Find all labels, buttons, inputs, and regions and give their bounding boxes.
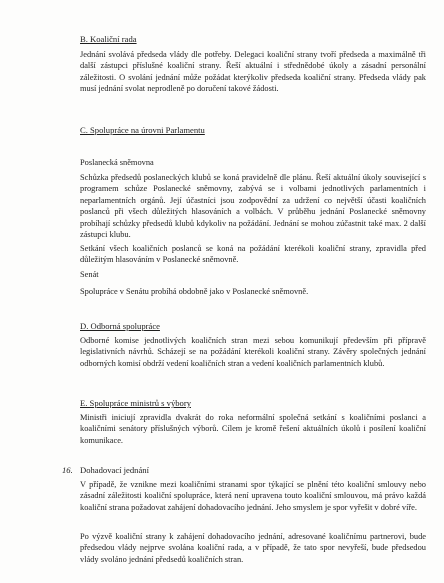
section-16-paragraph-2: Po výzvě koaliční strany k zahájení dohadovacího jednání, adresované koaličnímu partnerovi, bude předsedou vlády nejprve svolána koaliční rada, a v případě, že tato spor nevyřeší, bude předsedou vlády svoláno jednání předsedů koaličních stran. xyxy=(80,532,426,564)
section-16-heading: Dohadovací jednání xyxy=(80,465,149,475)
section-d-paragraph: Odborné komise jednotlivých koaličních stran mezi sebou komunikují především při přípravě legislativních návrhů. Scházejí se na požádání kterékoli koaliční strany. Závěry společných jednání odborných komisí obdrží vedení koaličních stran a vedení koaličních parlamentních klubů. xyxy=(80,336,426,368)
section-c-paragraph-2: Setkání všech koaličních poslanců se koná na požádání kterékoli koaliční strany, zpravidla před důležitým hlasováním v Poslanecké sněmovně. xyxy=(80,244,426,265)
section-c-paragraph-3: Spolupráce v Senátu probíhá obdobně jako v Poslanecké sněmovně. xyxy=(80,287,309,296)
poslanecka-snemovna-heading: Poslanecká sněmovna xyxy=(80,158,154,167)
section-c-paragraph-1: Schůzka předsedů poslaneckých klubů se koná pravidelně dle plánu. Řeší aktuální úkoly související s programem schůze Poslanecké sněmovny, zabývá se i volbami jednotlivých parlamentních i neparlamentních orgánů. Její účastníci jsou zodpovědní za udržení co největší účasti koaličních poslanců při všech důležitých hlasováních a volbách. V průběhu jednání Poslanecké sněmovny probíhají schůzky předsedů klubů kdykoliv na požádání. Jednání se mohou zúčastnit také max. 2 další zástupci klubu. xyxy=(80,173,426,240)
section-16-paragraph-1: V případě, že vznikne mezi koaličními stranami spor týkající se plnění této koaliční smlouvy nebo zásadní záležitosti koaliční spolupráce, která není upravena touto koaliční smlouvou, má právo každá koaliční strana požadovat zahájení dohadovacího jednání. Jeho smyslem je spor vyřešit v dobré víře. xyxy=(80,480,426,512)
section-16-number: 16. xyxy=(62,465,73,475)
section-d-heading: D. Odborná spolupráce xyxy=(80,321,160,331)
senat-heading: Senát xyxy=(80,270,99,279)
section-b-heading: B. Koaliční rada xyxy=(80,34,137,44)
section-e-paragraph: Ministři iniciují zpravidla dvakrát do roka neformální společná setkání s koaličními poslanci a koaličními senátory příslušných výborů. Cílem je kromě řešení aktuálních úkolů i posílení koaliční komunikace. xyxy=(80,413,426,445)
section-e-heading: E. Spolupráce ministrů s výbory xyxy=(80,398,191,408)
section-b-paragraph: Jednání svolává předseda vlády dle potřeby. Delegaci koaliční strany tvoří předseda a maximálně tři další zástupci příslušné koaliční strany. Řeší aktuální i střednědobé úkoly a zásadní personální záležitosti. O svolání jednání může požádat kterýkoliv předseda koaliční strany. Předseda vlády pak musí jednání svolat neprodleně po doručení takové žádosti. xyxy=(80,50,426,94)
section-c-heading: C. Spolupráce na úrovni Parlamentu xyxy=(80,125,205,135)
